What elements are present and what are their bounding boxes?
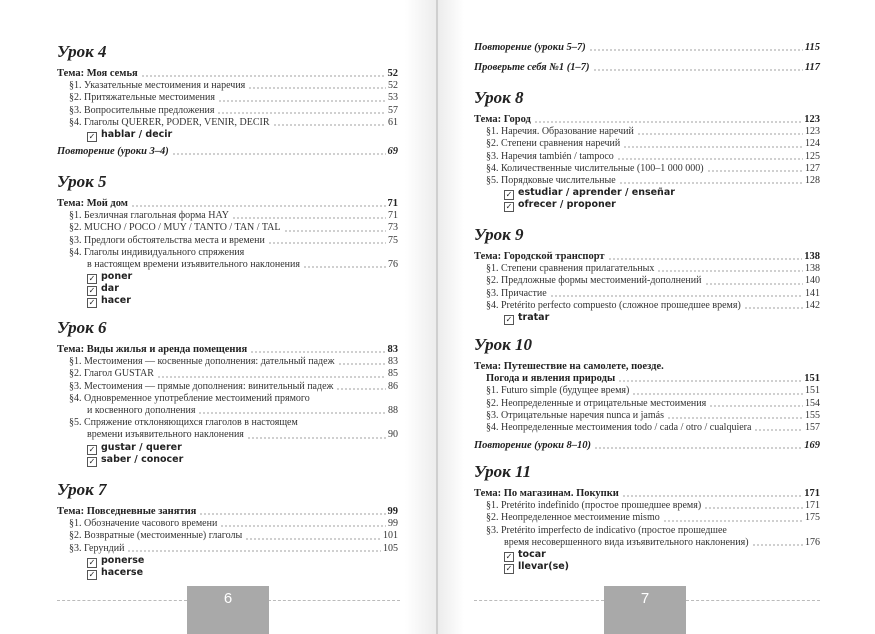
entry-text: Тема: Путешествие на самолете, поезде. <box>474 361 664 372</box>
lesson-title: Урок 9 <box>474 225 524 244</box>
entry-page-number: 90 <box>388 429 398 441</box>
entry-page-number: 171 <box>804 488 820 499</box>
entry-page-number: 71 <box>388 210 398 222</box>
entry-page-number: 157 <box>805 422 820 434</box>
verb-item <box>474 549 820 561</box>
entry-page-number: 53 <box>388 92 398 104</box>
section-entry <box>474 151 820 163</box>
entry-text: §4. Неопределенные местоимения todo / cada / otro / cualquiera <box>486 422 752 434</box>
dot-leader <box>619 182 803 184</box>
gutter-shadow-right <box>438 0 464 634</box>
dot-leader <box>705 283 804 285</box>
entry-page-number: 99 <box>387 506 398 517</box>
verb-text: saber / conocer <box>101 453 184 465</box>
verb-item <box>474 187 820 199</box>
lesson-title: Урок 5 <box>57 172 107 191</box>
review-entry-row <box>474 440 820 452</box>
entry-text: времени изъявительного наклонения <box>87 429 244 441</box>
entry-text: §1. Обозначение часового времени <box>69 518 218 530</box>
entry-page-number: 128 <box>805 175 820 187</box>
lesson-section <box>474 335 820 434</box>
entry-page-number: 52 <box>388 80 398 92</box>
entry-text: Повторение (уроки 3–4) <box>57 146 169 157</box>
verb-item <box>474 312 820 324</box>
dot-leader <box>663 520 803 522</box>
entry-page-number: 125 <box>805 150 820 162</box>
entry-text: §3. Наречия también / tampoco <box>486 150 614 162</box>
section-entry <box>474 398 820 410</box>
entry-text: Тема: Городской транспорт <box>474 251 605 262</box>
entry-text: §4. Глаголы индивидуального спряжения <box>69 246 245 258</box>
dot-leader <box>618 380 802 382</box>
verb-text: hacer <box>101 295 131 307</box>
entry-text: §3. Герундий <box>69 542 125 554</box>
checkbox-checked-icon: ✓ <box>88 557 96 567</box>
section-entry <box>474 163 820 175</box>
section-entry <box>474 138 820 150</box>
lesson-title: Урок 7 <box>57 480 107 499</box>
entry-text: §3. Pretérito imperfecto de indicativo (простое прошедшее <box>486 524 727 536</box>
verb-text: tratar <box>518 312 550 324</box>
dot-leader <box>744 307 803 309</box>
entry-page-number: 73 <box>388 222 398 234</box>
book-spine <box>436 0 438 634</box>
entry-page-number: 86 <box>388 380 398 392</box>
verb-text: estudiar / aprender / enseñar <box>518 187 675 199</box>
entry-text: §4. Количественные числительные (100–1 000 000) <box>486 162 704 174</box>
verb-text: llevar(se) <box>518 561 570 573</box>
entry-page-number: 175 <box>805 512 820 524</box>
entry-text: §1. Pretérito indefinido (простое прошедшее время) <box>486 500 702 512</box>
entry-page-number: 85 <box>388 368 398 380</box>
entry-page-number: 57 <box>388 104 398 116</box>
entry-page-number: 52 <box>387 68 398 79</box>
lesson-section <box>474 225 820 324</box>
dot-leader <box>622 495 802 497</box>
footer-divider <box>474 600 604 601</box>
entry-page-number: 101 <box>383 530 398 542</box>
entry-page-number: 169 <box>804 440 820 451</box>
lesson-title: Урок 8 <box>474 88 524 107</box>
entry-page-number: 83 <box>388 356 398 368</box>
entry-page-number: 176 <box>805 536 820 548</box>
entry-text: §4. Одновременное употребление местоимений прямого <box>69 392 310 404</box>
review-entry-row <box>474 42 820 54</box>
entry-page-number: 151 <box>805 385 820 397</box>
entry-page-number: 61 <box>388 116 398 128</box>
dot-leader <box>632 393 803 395</box>
entry-text: §1. Местоимения — косвенные дополнения: дательный падеж <box>69 356 335 368</box>
entry-page-number: 171 <box>805 500 820 512</box>
gutter-shadow-left <box>405 0 437 634</box>
dot-leader <box>617 158 803 160</box>
entry-page-number: 88 <box>388 405 398 417</box>
entry-text: Тема: Мой дом <box>57 198 128 209</box>
footer-divider <box>268 600 400 601</box>
dot-leader <box>637 133 803 135</box>
verb-text: poner <box>101 271 133 283</box>
entry-page-number: 115 <box>804 42 820 53</box>
theme-entry <box>474 373 820 385</box>
verb-text: gustar / querer <box>101 441 182 453</box>
entry-page-number: 142 <box>805 299 820 311</box>
verb-item <box>474 199 820 211</box>
entry-text: время несовершенного вида изъявительного наклонения) <box>504 536 749 548</box>
checkbox-checked-icon: ✓ <box>505 190 513 200</box>
dot-leader <box>667 417 803 419</box>
entry-text: Проверьте себя №1 (1–7) <box>474 62 590 73</box>
review-entry <box>474 42 820 54</box>
entry-text: §2. Неопределенные и отрицательные местоимения <box>486 397 707 409</box>
entry-page-number: 155 <box>805 409 820 421</box>
entry-text: §4. Глаголы QUERER, PODER, VENIR, DECIR <box>69 116 270 128</box>
lesson-section <box>474 462 820 573</box>
entry-text: §5. Порядковые числительные <box>486 175 616 187</box>
dot-leader <box>593 69 803 71</box>
entry-text: §1. Futuro simple (будущее время) <box>486 385 630 397</box>
section-entry <box>474 410 820 422</box>
lesson-title: Урок 6 <box>57 318 107 337</box>
checkbox-checked-icon: ✓ <box>88 298 96 308</box>
entry-text: §2. Глагол GUSTAR <box>69 368 154 380</box>
section-entry <box>474 275 820 287</box>
dot-leader <box>707 170 803 172</box>
dot-leader <box>709 405 803 407</box>
entry-text: §3. Предлоги обстоятельства места и времени <box>69 234 265 246</box>
dot-leader <box>589 49 803 51</box>
entry-text: в настоящем времени изъявительного наклонения <box>87 259 300 271</box>
verb-text: dar <box>101 283 119 295</box>
entry-text: Повторение (уроки 8–10) <box>474 440 592 451</box>
verb-text: hacerse <box>101 566 144 578</box>
dot-leader <box>704 507 803 509</box>
entry-page-number: 71 <box>387 198 398 209</box>
entry-text: §1. Наречия. Образование наречий <box>486 126 634 138</box>
section-entry <box>474 537 820 549</box>
review-entry <box>474 62 820 74</box>
section-entry <box>474 263 820 275</box>
entry-page-number: 83 <box>387 344 398 355</box>
section-entry <box>474 512 820 524</box>
entry-text: Погода и явления природы <box>486 373 616 385</box>
checkbox-checked-icon: ✓ <box>88 132 96 142</box>
entry-page-number: 140 <box>805 275 820 287</box>
dot-leader <box>534 121 802 123</box>
entry-text: §3. Вопросительные предложения <box>69 104 215 116</box>
checkbox-checked-icon: ✓ <box>88 456 96 466</box>
entry-page-number: 151 <box>804 373 820 385</box>
dot-leader <box>608 258 803 260</box>
checkbox-checked-icon: ✓ <box>88 286 96 296</box>
lesson-section <box>474 88 820 211</box>
entry-text: и косвенного дополнения <box>87 405 196 417</box>
entry-text: §2. Неопределенное местоимение mismo <box>486 512 660 524</box>
entry-text: §2. Степени сравнения наречий <box>486 138 621 150</box>
dot-leader <box>594 447 802 449</box>
entry-text: §2. MUCHO / POCO / MUY / TANTO / TAN / TAL <box>69 222 281 234</box>
verb-text: tocar <box>518 549 546 561</box>
entry-text: §1. Безличная глагольная форма HAY <box>69 210 229 222</box>
checkbox-checked-icon: ✓ <box>505 202 513 212</box>
entry-text: §4. Pretérito perfecto compuesto (сложное прошедшее время) <box>486 299 741 311</box>
verb-text: ponerse <box>101 554 145 566</box>
checkbox-checked-icon: ✓ <box>505 315 513 325</box>
entry-text: §1. Указательные местоимения и наречия <box>69 80 246 92</box>
entry-page-number: 138 <box>804 251 820 262</box>
entry-page-number: 76 <box>388 259 398 271</box>
footer-divider <box>686 600 820 601</box>
dot-leader <box>657 270 803 272</box>
lesson-title: Урок 10 <box>474 335 533 354</box>
checkbox-checked-icon: ✓ <box>505 564 513 574</box>
entry-page-number: 123 <box>804 114 820 125</box>
dot-leader <box>754 429 803 431</box>
entry-page-number: 141 <box>805 287 820 299</box>
entry-text: Тема: Город <box>474 114 531 125</box>
entry-text: Тема: Повседневные занятия <box>57 506 197 517</box>
entry-text: §2. Предложные формы местоимений-дополнений <box>486 275 702 287</box>
checkbox-checked-icon: ✓ <box>88 274 96 284</box>
theme-entry <box>474 114 820 126</box>
section-entry <box>474 288 820 300</box>
entry-page-number: 124 <box>805 138 820 150</box>
entry-page-number: 123 <box>805 126 820 138</box>
theme-entry <box>474 488 820 500</box>
entry-page-number: 69 <box>387 146 398 157</box>
lesson-title: Урок 4 <box>57 42 107 61</box>
entry-text: §5. Спряжение отклоняющихся глаголов в настоящем <box>69 417 298 429</box>
page-number-left: 6 <box>187 586 269 634</box>
theme-entry <box>474 361 820 373</box>
entry-text: Тема: По магазинам. Покупки <box>474 488 619 499</box>
entry-page-number: 127 <box>805 162 820 174</box>
section-entry <box>474 300 820 312</box>
page-number-right: 7 <box>604 586 686 634</box>
review-entry-row <box>474 62 820 74</box>
entry-page-number: 117 <box>804 62 820 73</box>
verb-item <box>474 561 820 573</box>
dot-leader <box>550 295 803 297</box>
entry-text: §2. Притяжательные местоимения <box>69 92 215 104</box>
section-entry <box>474 525 820 537</box>
entry-text: Тема: Виды жилья и аренда помещения <box>57 344 248 355</box>
entry-text: §3. Местоимения — прямые дополнения: винительный падеж <box>69 380 334 392</box>
verb-text: ofrecer / proponer <box>518 199 616 211</box>
verb-text: hablar / decir <box>101 129 173 141</box>
entry-text: §1. Степени сравнения прилагательных <box>486 263 655 275</box>
section-entry <box>474 422 820 434</box>
checkbox-checked-icon: ✓ <box>88 569 96 579</box>
section-entry <box>474 175 820 187</box>
entry-page-number: 154 <box>805 397 820 409</box>
entry-text: §3. Причастие <box>486 287 547 299</box>
dot-leader <box>752 544 803 546</box>
entry-text: §2. Возвратные (местоименные) глаголы <box>69 530 243 542</box>
theme-entry <box>474 251 820 263</box>
entry-page-number: 105 <box>383 542 398 554</box>
section-entry <box>474 126 820 138</box>
entry-page-number: 75 <box>388 234 398 246</box>
footer-divider <box>57 600 187 601</box>
entry-page-number: 99 <box>388 518 398 530</box>
entry-text: Тема: Моя семья <box>57 68 138 79</box>
entry-text: Повторение (уроки 5–7) <box>474 42 586 53</box>
lesson-title: Урок 11 <box>474 462 532 481</box>
entry-page-number: 138 <box>805 263 820 275</box>
checkbox-checked-icon: ✓ <box>505 552 513 562</box>
entry-text: §3. Отрицательные наречия nunca и jamás <box>486 409 664 421</box>
dot-leader <box>623 146 803 148</box>
section-entry <box>474 385 820 397</box>
checkbox-checked-icon: ✓ <box>88 444 96 454</box>
section-entry <box>474 500 820 512</box>
review-entry <box>474 440 820 452</box>
